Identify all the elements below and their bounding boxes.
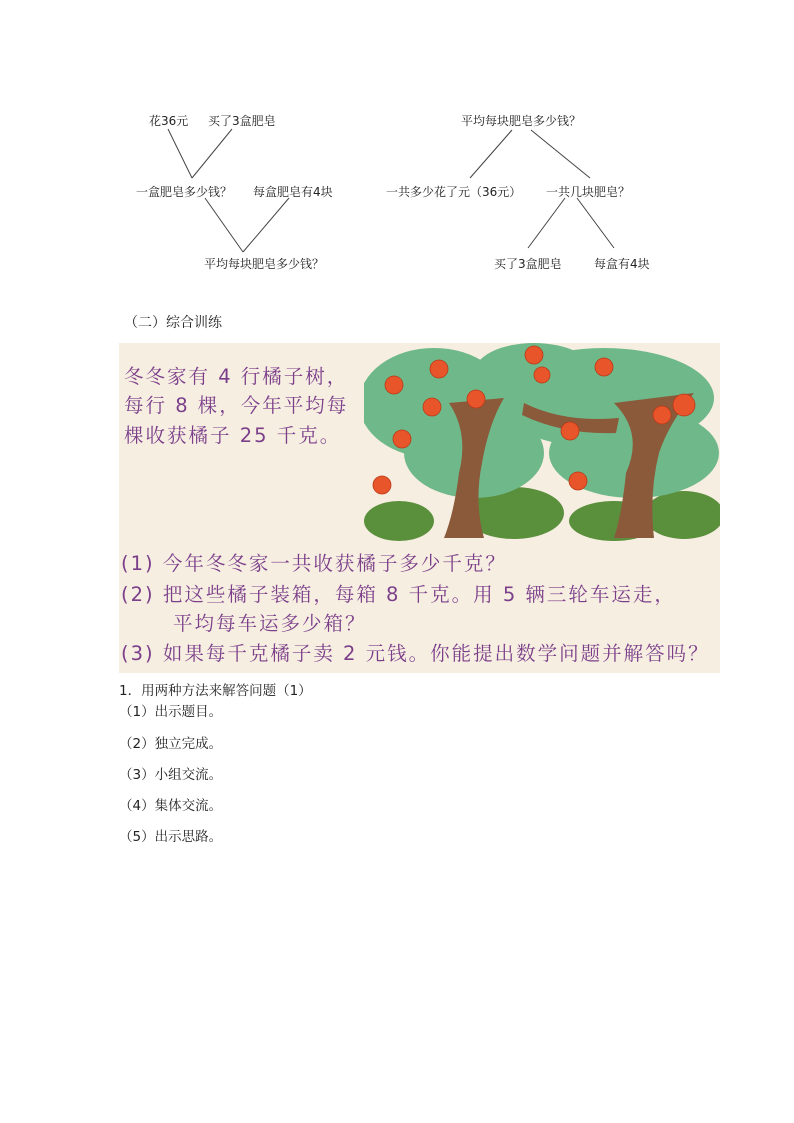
diagram-node-box-price: 一盒肥皂多少钱？ [136,185,233,199]
question-3: (3) 如果每千克橘子卖 2 元钱。你能提出数学问题并解答吗？ [121,642,710,665]
diagram-right-leaf2: 每盒有4块 [594,257,650,271]
diagram-right-leaf1: 买了3盒肥皂 [494,257,562,271]
task-step-4: （4）集体交流。 [119,798,223,814]
task-step-1: （1）出示题目。 [119,704,223,720]
diagram-right-root: 平均每块肥皂多少钱？ [461,114,582,128]
problem-intro-line1: 冬冬家有 4 行橘子树， [124,365,349,388]
task-step-3: （3）小组交流。 [119,767,223,783]
task-title: 1．用两种方法来解答问题（1） [119,683,312,699]
orange-tree-illustration [364,343,720,543]
diagram-node-result: 平均每块肥皂多少钱？ [204,257,325,271]
diagram-right-right: 一共几块肥皂？ [546,185,631,199]
task-step-2: （2）独立完成。 [119,736,223,752]
diagram-node-boxes: 买了3盒肥皂 [208,114,276,128]
diagram-right-left: 一共多少花了元（36元） [386,185,522,199]
problem-intro-line2: 每行 8 棵，今年平均每 [124,394,349,417]
diagram-lines [0,0,794,300]
question-1: (1) 今年冬冬家一共收获橘子多少千克？ [121,552,507,575]
question-2-continued: 平均每车运多少箱？ [173,612,367,635]
problem-intro-line3: 棵收获橘子 25 千克。 [124,424,342,447]
problem-banner [119,343,720,673]
section-title: （二）综合训练 [124,315,222,331]
task-step-5: （5）出示思路。 [119,829,223,845]
diagram-node-cost: 花36元 [149,114,189,128]
question-2: (2) 把这些橘子装箱，每箱 8 千克。用 5 辆三轮车运走， [121,583,676,606]
diagram-node-per-box: 每盒肥皂有4块 [253,185,333,199]
